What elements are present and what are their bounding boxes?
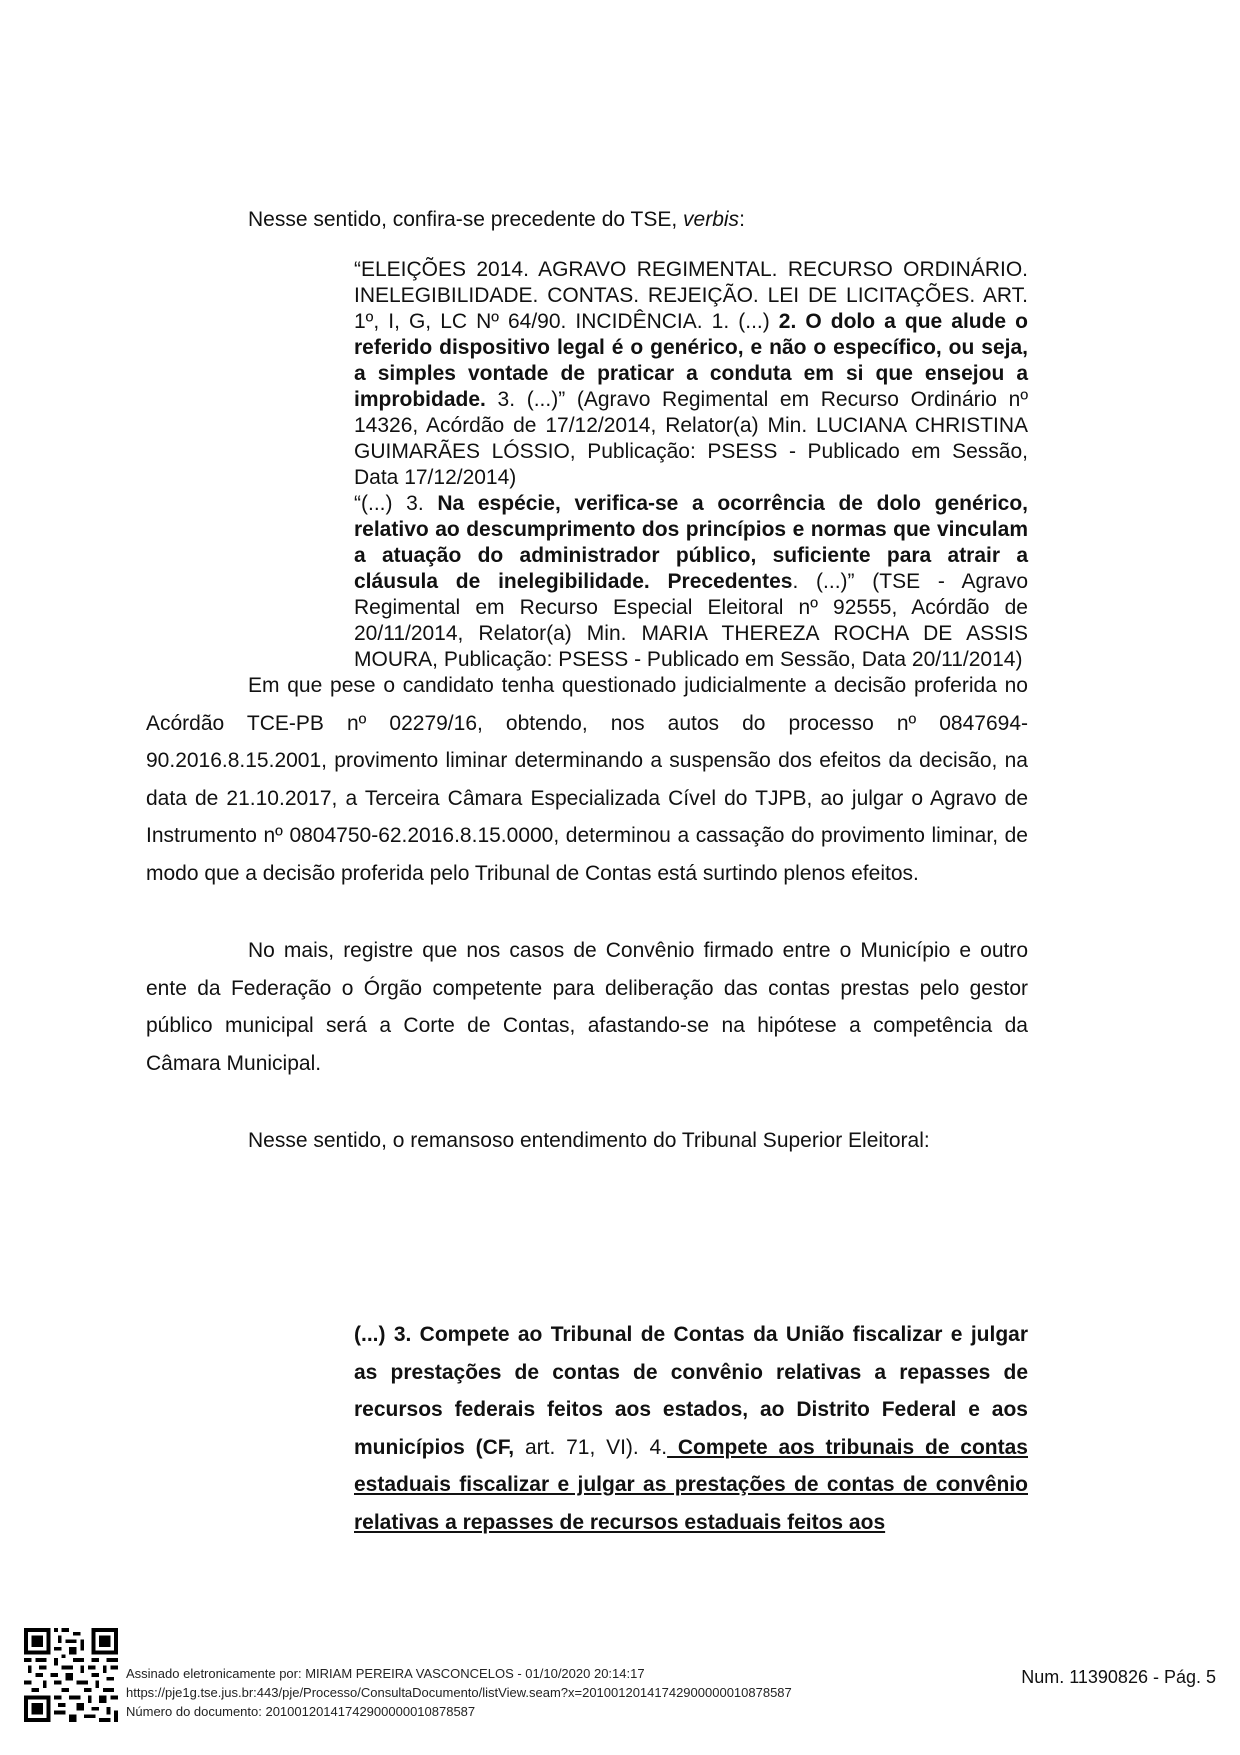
intro-italic-verbis: verbis [683, 208, 740, 231]
document-url[interactable]: https://pje1g.tse.jus.br:443/pje/Processo/ConsultaDocumento/listView.seam?x=20100120141742900000010878587 [126, 1685, 792, 1700]
qr-code-icon[interactable] [24, 1628, 118, 1722]
intro-colon: : [739, 208, 745, 231]
citation-2 [354, 491, 1028, 673]
intro-text: Nesse sentido, confira-se precedente do TSE, [248, 208, 684, 231]
body-paragraph-1: Em que pese o candidato tenha questionado judicialmente a decisão proferida no Acórdão TCE-PB nº 02279/16, obtendo, nos autos do processo nº 0847694-90.2016.8.15.2001, provimento liminar determinando a suspensão dos efeitos da decisão, na data de 21.10.2017, a Terceira Câmara Especializada Cível do TJPB, ao julgar o Agravo de Instrumento nº 0804750-62.2016.8.15.0000, determinou a cassação do provimento liminar, de modo que a decisão proferida pelo Tribunal de Contas está surtindo plenos efeitos. [146, 674, 1028, 885]
citation-1 [354, 257, 1028, 491]
citation-3-emphasis: (...) 3. Compete ao Tribunal de Contas da União fiscalizar e julgar as prestações de contas de convênio relativas a repasses de recursos federais feitos aos estados, ao Distrito Federal e aos municípios (CF, [354, 1323, 1028, 1459]
citation-1-emphasis: 2. O dolo a que alude o referido dispositivo legal é o genérico, e não o específico, ou seja, a simples vontade de praticar a conduta em si que ensejou a improbidade. [354, 310, 1028, 411]
citation-2-header: “(...) 3. [354, 492, 438, 515]
citation-3-underlined: Compete aos tribunais de contas estaduais fiscalizar e julgar as prestações de contas de convênio relativas a repasses de recursos estaduais feitos aos [354, 1435, 1028, 1534]
body-paragraph-2: No mais, registre que nos casos de Convênio firmado entre o Município e outro ente da Federação o Órgão competente para deliberação das contas prestas pelo gestor público municipal será a Corte de Contas, afastando-se na hipótese a competência da Câmara Municipal. [146, 939, 1028, 1075]
intro-paragraph [248, 208, 745, 232]
document-footer [0, 1628, 1240, 1748]
citation-1-reference: 3. (...)” (Agravo Regimental em Recurso Ordinário nº 14326, Acórdão de 17/12/2014, Relator(a) Min. LUCIANA CHRISTINA GUIMARÃES LÓSSIO, Publicação: PSESS - Publicado em Sessão, Data 17/12/2014) [354, 388, 1028, 489]
signed-by: Assinado eletronicamente por: MIRIAM PEREIRA VASCONCELOS - 01/10/2020 20:14:17 [126, 1666, 645, 1681]
citation-2-reference: . (...)” (TSE - Agravo Regimental em Recurso Especial Eleitoral nº 92555, Acórdão de 20/11/2014, Relator(a) Min. MARIA THEREZA ROCHA DE ASSIS MOURA, Publicação: PSESS - Publicado em Sessão, Data 20/11/2014) [354, 570, 1028, 671]
citation-block-1 [354, 257, 1028, 673]
citation-block-2 [354, 1316, 1028, 1541]
signature-info [126, 1664, 792, 1721]
page-number: Num. 11390826 - Pág. 5 [1021, 1667, 1216, 1687]
body-paragraph-3: Nesse sentido, o remansoso entendimento do Tribunal Superior Eleitoral: [248, 1129, 930, 1152]
citation-1-header: “ELEIÇÕES 2014. AGRAVO REGIMENTAL. RECURSO ORDINÁRIO. INELEGIBILIDADE. CONTAS. REJEIÇÃO. LEI DE LICITAÇÕES. ART. 1º, I, G, LC Nº 64/90. INCIDÊNCIA. 1. (...) [354, 258, 1028, 333]
document-number: Número do documento: 20100120141742900000010878587 [126, 1704, 476, 1719]
citation-3-reference: art. 71, VI). 4. [514, 1435, 668, 1459]
citation-2-emphasis: Na espécie, verifica-se a ocorrência de dolo genérico, relativo ao descumprimento dos princípios e normas que vinculam a atuação do administrador público, suficiente para atrair a cláusula de inelegibilidade. Precedentes [354, 492, 1028, 593]
